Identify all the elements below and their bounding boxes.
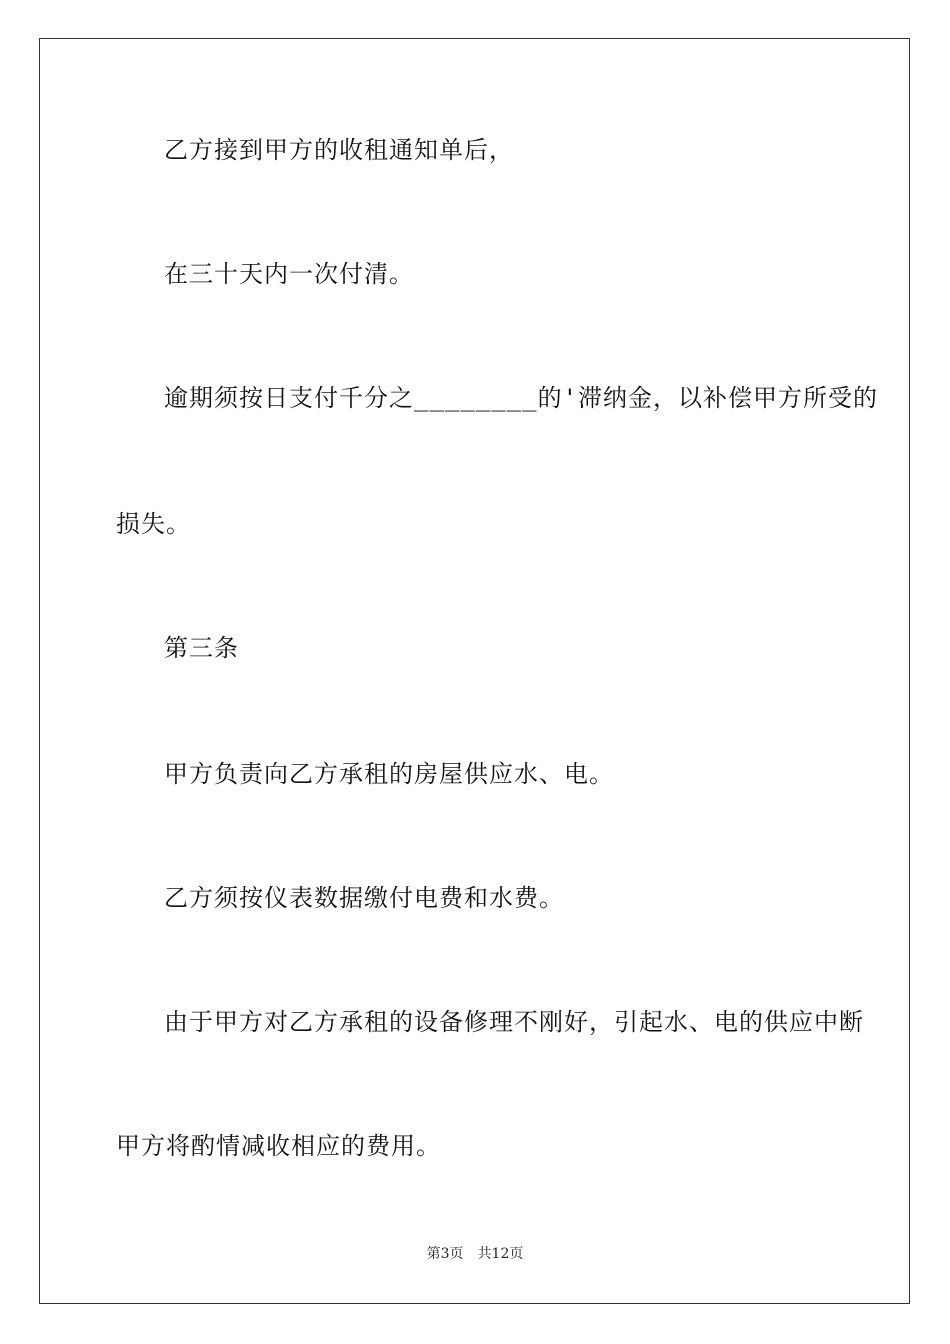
paragraph-line-9: 甲方将酌情减收相应的费用。 — [116, 1132, 441, 1160]
paragraph-line-6: 甲方负责向乙方承租的房屋供应水、电。 — [164, 760, 614, 788]
section-heading: 第三条 — [164, 634, 239, 662]
paragraph-line-1: 乙方接到甲方的收租通知单后， — [164, 136, 514, 164]
page-footer — [0, 1244, 950, 1264]
page-number: 第3页 — [426, 1246, 464, 1262]
paragraph-line-4: 损失。 — [116, 510, 191, 538]
page-border — [39, 38, 910, 1304]
paragraph-line-2: 在三十天内一次付清。 — [164, 260, 414, 288]
page-total: 共12页 — [477, 1246, 524, 1262]
paragraph-line-8: 由于甲方对乙方承租的设备修理不刚好，引起水、电的供应中断 — [164, 1008, 864, 1036]
paragraph-line-7: 乙方须按仪表数据缴付电费和水费。 — [164, 884, 564, 912]
paragraph-line-3: 逾期须按日支付千分之________的'滞纳金，以补偿甲方所受的 — [164, 384, 879, 412]
